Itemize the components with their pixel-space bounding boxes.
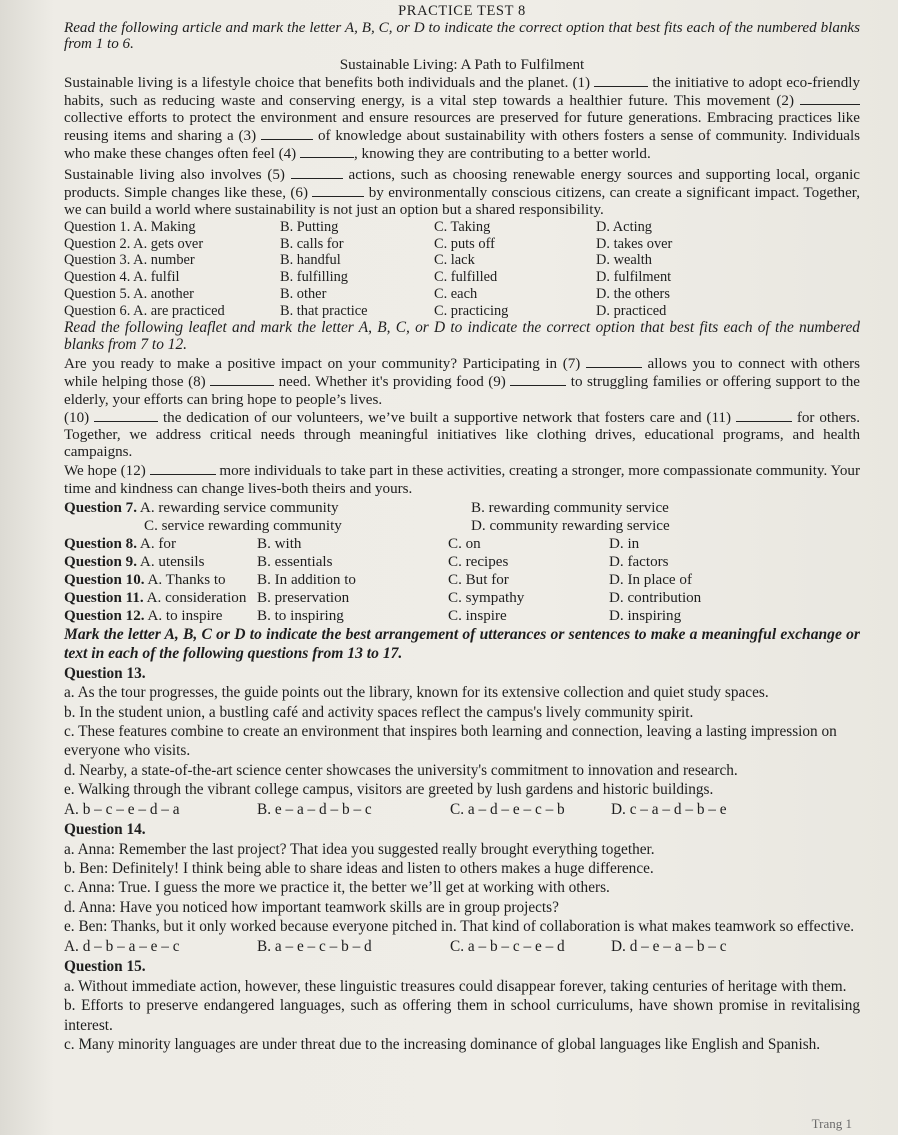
blank-3[interactable] [261,127,313,140]
blank-2[interactable] [800,92,860,105]
question-row [64,499,860,517]
question-label: Question 6. A. are practiced [64,302,225,319]
question-row [64,517,860,535]
sentence-e: e. Ben: Thanks, but it only worked because everyone pitched in. That kind of collaboration is what makes teamwork so effective. [64,918,855,936]
option-b[interactable]: B. that practice [280,302,368,319]
option-a[interactable]: A. fulfil [133,269,180,286]
option-b[interactable]: B. a – e – c – b – d [257,937,372,955]
option-a[interactable]: A. utensils [139,553,205,570]
question-label: Question 11. [64,589,144,606]
leaflet-paragraph-3 [64,462,860,497]
option-d[interactable]: D. in [609,535,640,552]
option-d[interactable]: D. inspiring [609,607,682,624]
question-label: Question 12. [64,607,145,624]
question-label: Question 5. A. another [64,285,194,302]
option-b[interactable]: B. fulfilling [280,269,348,286]
option-b[interactable]: B. to inspiring [257,607,344,624]
question-label: Question 8. [64,535,137,552]
part2-instruction: Read the following leaflet and mark the letter A, B, C, or D to indicate the correct option that best fits each of the numbered blanks from 7 to 12. [64,319,860,354]
article-text: of knowledge about sustainability with others fosters a sense of community. Individuals who make these changes often feel (4) [64,128,861,162]
option-c[interactable]: C. recipes [448,553,509,570]
article-text: Sustainable living also involves (5) [64,167,285,183]
leaflet-text: the dedication of our volunteers, we’ve built a supportive network that fosters care and (11) [162,409,732,426]
option-a[interactable]: A. rewarding service community [139,499,339,516]
option-b[interactable]: B. preservation [257,589,350,606]
option-d[interactable]: D. the others [596,285,670,302]
page-number: Trang 1 [811,1116,852,1132]
option-b[interactable]: B. In addition to [257,571,356,588]
option-c[interactable]: C. puts off [434,235,495,252]
leaflet-text: We hope (12) [64,463,146,480]
blank-12[interactable] [150,462,216,475]
article-text: collective efforts to protect the environment and ensure resources are preserved for future generations. Embracing practices like reusing items and sharing a (3) [64,110,860,144]
option-c[interactable]: C. sympathy [448,589,525,606]
question-row [64,219,860,236]
blank-4[interactable] [300,145,354,158]
option-a[interactable]: A. b – c – e – d – a [64,800,180,818]
question-label: Question 9. [64,553,137,570]
article-paragraph-1 [64,74,860,163]
part1-instruction: Read the following article and mark the letter A, B, C, or D to indicate the correct option that best fits each of the numbered blanks from 1 to 6. [64,20,860,52]
option-d[interactable]: D. factors [609,553,669,570]
article-paragraph-2 [64,166,860,219]
option-a[interactable]: A. Thanks to [147,571,226,588]
sentence-c: c. Many minority languages are under threat due to the increasing dominance of global languages like English and Spanish. [64,1036,821,1054]
question-14 [64,820,860,956]
article-text: by environmentally conscious citizens, can create a significant impact. Together, we can build a world where sustainability is not just an option but a shared responsibility. [64,185,861,218]
question-row [64,269,860,286]
question-row [64,553,860,571]
article-title: Sustainable Living: A Path to Fulfilment [339,57,585,73]
option-c[interactable]: C. a – d – e – c – b [450,800,565,818]
option-c[interactable]: C. inspire [448,607,507,624]
option-c[interactable]: C. But for [448,571,509,588]
article-text: , knowing they are contributing to a better world. [353,146,651,162]
question-15 [64,957,860,1055]
leaflet-text: need. Whether it's providing food (9) [278,374,506,391]
question-label: Question 14. [64,821,146,839]
option-c[interactable]: C. lack [434,252,475,269]
option-a[interactable]: A. to inspire [147,607,223,624]
option-d[interactable]: D. contribution [609,589,702,606]
question-label: Question 1. A. Making [64,219,196,235]
option-d[interactable]: D. fulfilment [596,269,672,286]
option-b[interactable]: B. essentials [257,553,333,570]
question-13 [64,664,860,819]
option-d[interactable]: D. community rewarding service [471,517,670,534]
options-row [64,937,860,956]
page-title: PRACTICE TEST 8 [398,3,526,19]
option-a[interactable]: A. d – b – a – e – c [64,937,180,955]
question-row [64,607,860,625]
blank-6[interactable] [312,184,364,197]
option-c[interactable]: C. Taking [434,219,491,235]
option-a[interactable]: A. another [133,285,194,302]
question-label: Question 4. A. fulfil [64,269,180,286]
question-row [64,286,860,303]
option-d[interactable]: D. practiced [596,302,667,319]
leaflet-text: (10) [64,409,90,426]
sentence-c: c. Anna: True. I guess the more we practice it, the better we’ll get at working with others. [64,879,610,897]
question-label: Question 7. [64,499,137,516]
leaflet-text: Are you ready to make a positive impact on your community? Participating in (7) [64,356,581,373]
option-d[interactable]: D. takes over [596,235,673,252]
question-row [64,589,860,607]
option-d[interactable]: D. wealth [596,252,652,269]
question-row [64,236,860,253]
question-label: Question 13. [64,664,146,682]
option-a[interactable]: A. Making [133,219,196,235]
part2-questions [64,499,860,625]
sentence-c: c. These features combine to create an environment that inspires both learning and connection, leaving a lasting impression on everyone who visits. [64,723,837,760]
option-b[interactable]: B. Putting [280,219,339,235]
blank-8[interactable] [210,373,274,386]
sentence-d: d. Anna: Have you noticed how important teamwork skills are in group projects? [64,898,559,916]
sentence-a: a. Anna: Remember the last project? That idea you suggested really brought everything together. [64,840,655,858]
question-label: Question 3. A. number [64,252,195,269]
option-a[interactable]: A. consideration [146,589,247,606]
question-label: Question 2. A. gets over [64,235,204,252]
blank-10[interactable] [94,409,158,422]
question-row [64,535,860,553]
option-d[interactable]: D. d – e – a – b – c [611,937,727,955]
article-text: Sustainable living is a lifestyle choice that benefits both individuals and the planet. (1) [64,75,591,91]
sentence-b: b. In the student union, a bustling café and activity spaces reflect the campus's lively community spirit. [64,703,694,721]
question-row [64,303,860,320]
option-b[interactable]: B. with [257,535,302,552]
option-c[interactable]: C. on [448,535,481,552]
options-row [64,800,860,819]
leaflet-text: allows you to connect with others while helping those (8) [64,356,860,391]
article-text: the initiative to adopt eco-friendly habits, such as reducing waste and conserving energy, is a vital step towards a healthier future. This movement (2) [64,75,861,109]
sentence-a: a. As the tour progresses, the guide points out the library, known for its extensive collection and quiet study spaces. [64,684,769,702]
option-c[interactable]: C. service rewarding community [144,517,342,534]
leaflet-text: to struggling families or offering support to the elderly, your efforts can bring hope to people’s lives. [64,374,860,408]
leaflet-text: for others. Together, we address critical needs through meaningful initiatives like clothing drives, educational programs, and health campaigns. [64,409,860,461]
blank-9[interactable] [510,373,566,386]
question-row [64,571,860,589]
sentence-a: a. Without immediate action, however, these linguistic treasures could disappear forever, taking centuries of heritage with them. [64,977,847,995]
option-b[interactable]: B. calls for [280,235,344,252]
sentence-e: e. Walking through the vibrant college campus, visitors are greeted by lush gardens and historic buildings. [64,781,714,799]
leaflet-paragraph-1 [64,355,860,409]
part3-instruction: Mark the letter A, B, C or D to indicate the best arrangement of utterances or sentences to make a meaningful exchange or text in each of the following questions from 13 to 17. [64,625,860,662]
option-a[interactable]: A. gets over [133,235,204,252]
option-d[interactable]: D. In place of [609,571,692,588]
option-d[interactable]: D. Acting [596,219,652,235]
question-row [64,252,860,269]
question-label: Question 15. [64,957,146,975]
option-a[interactable]: A. are practiced [133,302,225,319]
sentence-b: b. Ben: Definitely! I think being able to share ideas and listen to others makes a huge difference. [64,859,654,877]
option-a[interactable]: A. number [133,252,195,269]
blank-7[interactable] [586,355,642,368]
option-b[interactable]: B. other [280,285,327,302]
blank-1[interactable] [594,74,648,87]
option-b[interactable]: B. handful [280,252,341,269]
option-b[interactable]: B. e – a – d – b – c [257,800,372,818]
blank-5[interactable] [291,166,343,179]
leaflet-paragraph-2 [64,409,860,462]
option-a[interactable]: A. for [139,535,176,552]
option-c[interactable]: C. a – b – c – e – d [450,937,565,955]
sentence-b: b. Efforts to preserve endangered languages, such as offering them in school curriculums, have shown promise in revitalising interest. [64,997,860,1034]
question-label: Question 10. [64,571,145,588]
option-b[interactable]: B. rewarding community service [471,499,669,516]
article-text: actions, such as choosing renewable energy sources and supporting local, organic products. Simple changes like these, (6) [64,167,861,201]
sentence-d: d. Nearby, a state-of-the-art science center showcases the university's commitment to innovation and research. [64,761,738,779]
option-d[interactable]: D. c – a – d – b – e [611,800,727,818]
part1-questions [64,219,860,319]
leaflet-text: more individuals to take part in these activities, creating a stronger, more compassionate community. Your time and kindness can change lives-both theirs and yours. [64,463,860,497]
blank-11[interactable] [736,409,792,422]
option-c[interactable]: C. each [434,285,478,302]
option-c[interactable]: C. practicing [434,302,509,319]
option-c[interactable]: C. fulfilled [434,269,498,286]
